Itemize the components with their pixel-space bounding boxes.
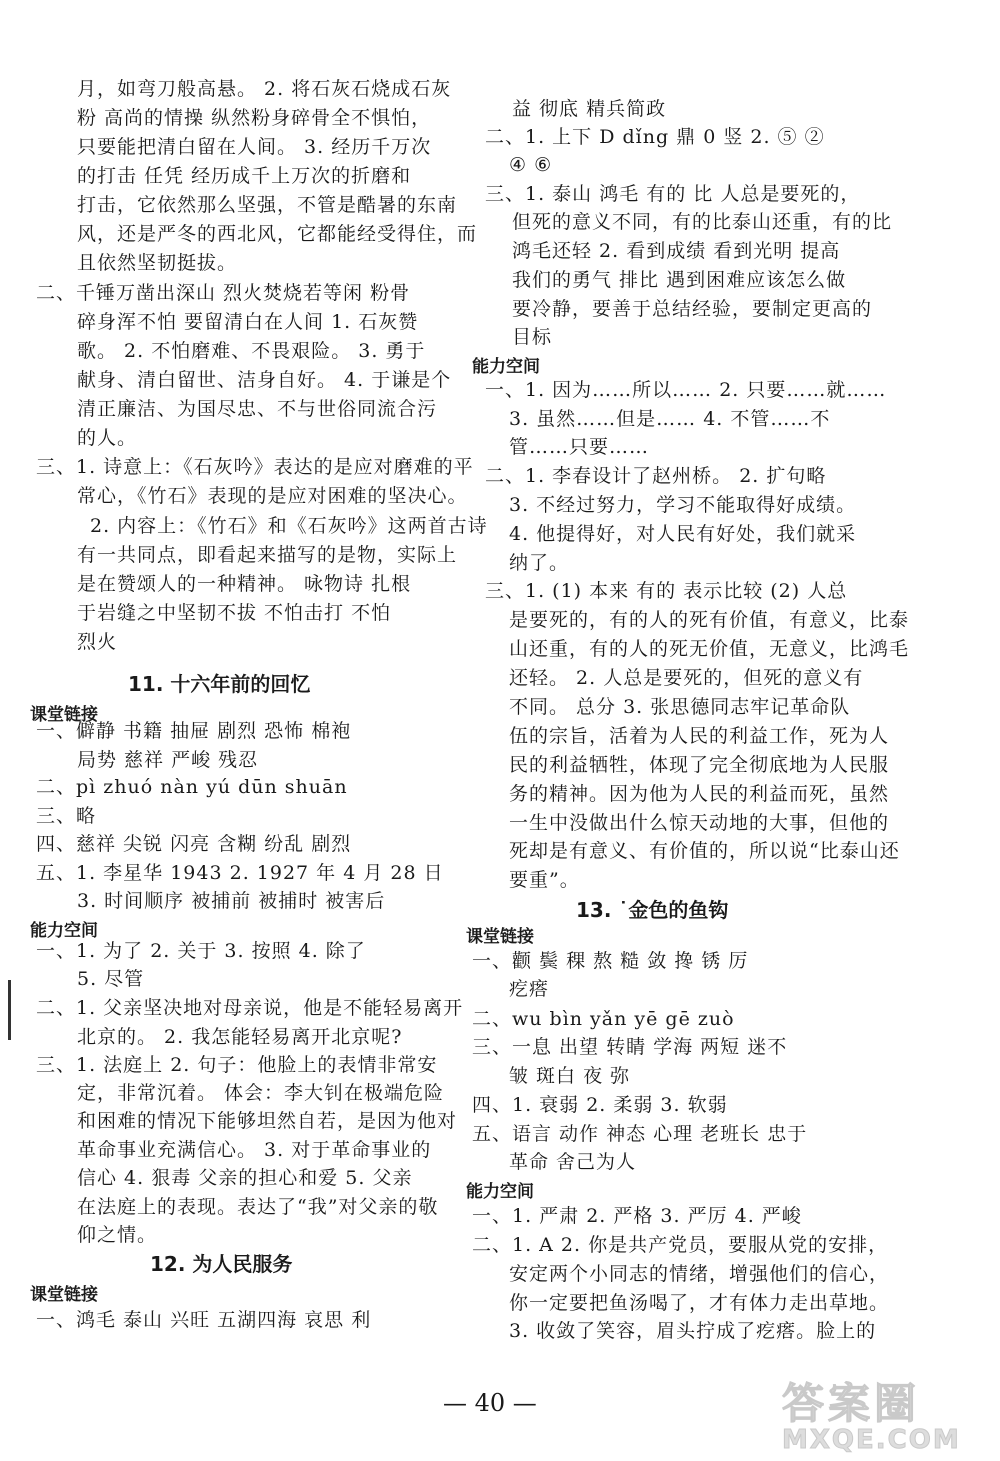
subsection-heading: 能力空间 bbox=[466, 1182, 534, 1202]
text-line: 粉 高尚的情操 纵然粉身碎骨全不惧怕， bbox=[77, 107, 432, 129]
subsection-heading: 课堂链接 bbox=[30, 705, 98, 725]
text-line: 一、僻静 书籍 抽屉 剧烈 恐怖 棉袍 bbox=[36, 720, 352, 742]
margin-mark bbox=[8, 980, 11, 1040]
text-line: 要重”。 bbox=[509, 869, 580, 891]
subsection-heading: 课堂链接 bbox=[30, 1285, 98, 1305]
text-line: 且依然坚韧挺拔。 bbox=[77, 252, 238, 274]
text-line: 疙瘩 bbox=[509, 978, 550, 1000]
text-line: 五、语言 动作 神态 心理 老班长 忠于 bbox=[472, 1123, 808, 1145]
text-line: 二、wu bìn yǎn yē gē zuò bbox=[472, 1008, 735, 1030]
text-line: 定，非常沉着。 体会：李大钊在极端危险 bbox=[77, 1082, 445, 1104]
text-line: 在法庭上的表现。表达了“我”对父亲的敬 bbox=[77, 1196, 439, 1218]
text-line: 革命 舍己为人 bbox=[509, 1151, 637, 1173]
subsection-heading: 能力空间 bbox=[30, 921, 98, 941]
text-line: 仰之情。 bbox=[77, 1224, 158, 1246]
text-line: 4. 他提得好，对人民有好处，我们就采 bbox=[509, 523, 857, 545]
text-line: 只要能把清白留在人间。 3. 经历千万次 bbox=[77, 136, 432, 158]
text-line: 民的利益牺牲，体现了完全彻底地为人民服 bbox=[509, 754, 890, 776]
text-line: 北京的。 2. 我怎能轻易离开北京呢? bbox=[77, 1026, 403, 1048]
text-line: 一、1. 为了 2. 关于 3. 按照 4. 除了 bbox=[36, 940, 366, 962]
text-line: 五、1. 李星华 1943 2. 1927 年 4 月 28 日 bbox=[36, 862, 444, 884]
text-line: 信心 4. 狠毒 父亲的担心和爱 5. 父亲 bbox=[77, 1167, 413, 1189]
text-line: 但死的意义不同，有的比泰山还重，有的比 bbox=[512, 211, 893, 233]
text-line: 一生中没做出什么惊天动地的大事，但他的 bbox=[509, 812, 890, 834]
text-line: 三、略 bbox=[36, 805, 97, 827]
text-line: 你一定要把鱼汤喝了，才有体力走出草地。 bbox=[509, 1292, 890, 1314]
text-line: 一、1. 因为……所以…… 2. 只要……就…… bbox=[485, 379, 887, 401]
text-line: 三、1. (1) 本来 有的 表示比较 (2) 人总 bbox=[485, 580, 848, 602]
subsection-heading: 课堂链接 bbox=[466, 927, 534, 947]
text-line: 务的精神。因为他为人民的利益而死，虽然 bbox=[509, 783, 890, 805]
text-line: 三、1. 诗意上：《石灰吟》表达的是应对磨难的平 bbox=[36, 456, 474, 478]
text-line: 是要死的，有的人的死有价值，有意义，比泰 bbox=[509, 609, 910, 631]
text-line: 二、1. 上下 D dǐng 鼎 0 竖 2. ⑤ ② bbox=[485, 126, 825, 148]
text-line: 二、1. 父亲坚决地对母亲说，他是不能轻易离开 bbox=[36, 997, 464, 1019]
text-line: 二、1. 李春设计了赵州桥。 2. 扩句略 bbox=[485, 465, 827, 487]
text-line: 鸿毛还轻 2. 看到成绩 看到光明 提高 bbox=[512, 240, 841, 262]
watermark-bottom: MXQE.COM bbox=[782, 1425, 961, 1455]
text-line: 和困难的情况下能够坦然自若，是因为他对 bbox=[77, 1110, 458, 1132]
text-line: 四、1. 衰弱 2. 柔弱 3. 软弱 bbox=[472, 1094, 728, 1116]
text-line: 于岩缝之中坚韧不拔 不怕击打 不怕 bbox=[77, 602, 392, 624]
text-line: 二、1. A 2. 你是共产党员，要服从党的安排， bbox=[472, 1234, 889, 1256]
text-line: 有一共同点，即看起来描写的是物，实际上 bbox=[77, 544, 458, 566]
text-line: 革命事业充满信心。 3. 对于革命事业的 bbox=[77, 1139, 432, 1161]
text-line: 还轻。 2. 人总是要死的，但死的意义有 bbox=[509, 667, 864, 689]
section-title: 13. ˙金色的鱼钩 bbox=[576, 898, 729, 922]
text-line: 常心，《竹石》表现的是应对困难的坚决心。 bbox=[77, 485, 468, 507]
text-line: 益 彻底 精兵简政 bbox=[512, 98, 667, 120]
text-line: 三、一息 出望 转睛 学海 两短 迷不 bbox=[472, 1036, 788, 1058]
text-line: 打击，它依然那么坚强，不管是酷暑的东南 bbox=[77, 194, 458, 216]
text-line: 歌。 2. 不怕磨难、不畏艰险。 3. 勇于 bbox=[77, 340, 426, 362]
text-line: 一、1. 严肃 2. 严格 3. 严厉 4. 严峻 bbox=[472, 1205, 802, 1227]
text-line: 目标 bbox=[512, 326, 553, 348]
text-line: 烈火 bbox=[77, 631, 118, 653]
text-line: 清正廉洁、为国尽忠、不与世俗同流合污 bbox=[77, 398, 438, 420]
text-line: 一、颧 鬓 稞 熬 糙 敛 搀 锈 厉 bbox=[472, 950, 749, 972]
text-line: 死却是有意义、有价值的，所以说“比泰山还 bbox=[509, 840, 900, 862]
text-line: 皱 斑白 夜 弥 bbox=[509, 1065, 631, 1087]
text-line: 不同。 总分 3. 张思德同志牢记革命队 bbox=[509, 696, 851, 718]
text-line: 局势 慈祥 严峻 残忍 bbox=[77, 749, 259, 771]
text-line: 3. 收敛了笑容，眉头拧成了疙瘩。脸上的 bbox=[509, 1320, 877, 1342]
text-line: 二、千锤万凿出深山 烈火焚烧若等闲 粉骨 bbox=[36, 282, 411, 304]
text-line: 山还重，有的人的死无价值，无意义，比鸿毛 bbox=[509, 638, 910, 660]
text-line: 碎身浑不怕 要留清白在人间 1. 石灰赞 bbox=[77, 311, 419, 333]
text-line: 献身、清白留世、洁身自好。 4. 于谦是个 bbox=[77, 369, 452, 391]
text-line: 四、慈祥 尖锐 闪亮 含糊 纷乱 剧烈 bbox=[36, 833, 352, 855]
text-line: ④ ⑥ bbox=[509, 154, 553, 176]
text-line: 一、鸿毛 泰山 兴旺 五湖四海 哀思 利 bbox=[36, 1309, 372, 1331]
text-line: 5. 尽管 bbox=[77, 968, 145, 990]
text-line: 安定两个小同志的情绪，增强他们的信心， bbox=[509, 1263, 890, 1285]
text-line: 三、1. 泰山 鸿毛 有的 比 人总是要死的， bbox=[485, 183, 861, 205]
text-line: 我们的勇气 排比 遇到困难应该怎么做 bbox=[512, 269, 847, 291]
text-line: 月，如弯刀般高悬。 2. 将石灰石烧成石灰 bbox=[77, 78, 452, 100]
text-line: 要冷静，要善于总结经验，要制定更高的 bbox=[512, 298, 873, 320]
watermark-top: 答案圈 bbox=[782, 1379, 921, 1428]
text-line: 2. 内容上：《竹石》和《石灰吟》这两首古诗 bbox=[90, 515, 488, 537]
watermark-logo bbox=[782, 1371, 982, 1455]
text-line: 3. 时间顺序 被捕前 被捕时 被害后 bbox=[77, 890, 386, 912]
subsection-heading: 能力空间 bbox=[472, 357, 540, 377]
text-line: 风，还是严冬的西北风，它都能经受得住，而 bbox=[77, 223, 478, 245]
page-number: — 40 — bbox=[443, 1389, 537, 1417]
text-line: 的人。 bbox=[77, 427, 138, 449]
text-line: 纳了。 bbox=[509, 552, 570, 574]
text-line: 管……只要…… bbox=[509, 436, 650, 458]
text-line: 三、1. 法庭上 2. 句子：他脸上的表情非常安 bbox=[36, 1054, 438, 1076]
text-line: 伍的宗旨，活着为人民的利益工作，死为人 bbox=[509, 725, 890, 747]
text-line: 3. 虽然……但是…… 4. 不管……不 bbox=[509, 408, 831, 430]
section-title: 12. 为人民服务 bbox=[150, 1252, 293, 1276]
section-title: 11. 十六年前的回忆 bbox=[128, 672, 311, 696]
text-line: 的打击 任凭 经历成千上万次的折磨和 bbox=[77, 165, 412, 187]
text-line: 是在赞颂人的一种精神。 咏物诗 扎根 bbox=[77, 573, 412, 595]
text-line: 二、pì zhuó nàn yú dūn shuān bbox=[36, 776, 348, 798]
text-line: 3. 不经过努力，学习不能取得好成绩。 bbox=[509, 494, 857, 516]
